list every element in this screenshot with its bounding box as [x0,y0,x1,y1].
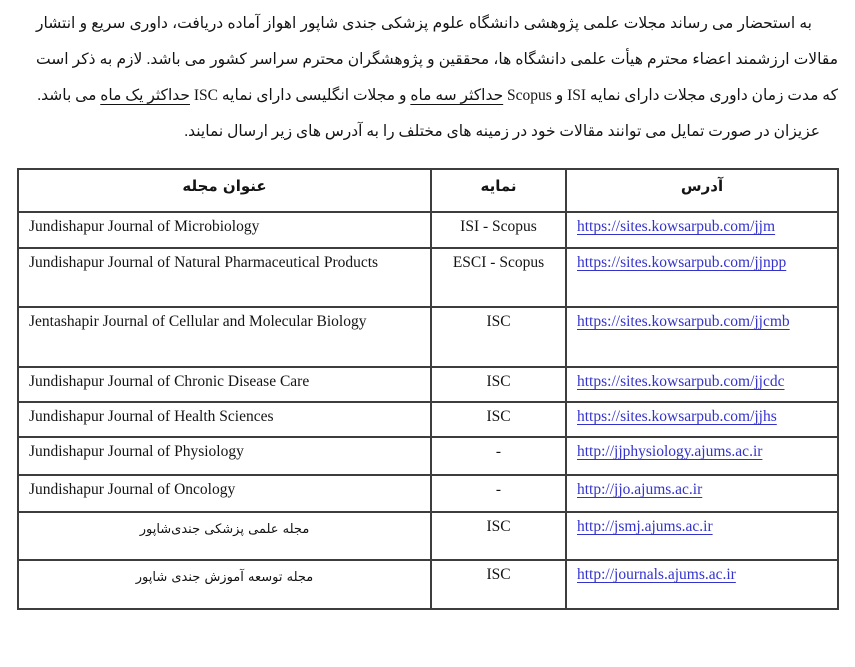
address-cell [566,307,838,367]
journal-link[interactable]: https://sites.kowsarpub.com/jjm [577,218,776,235]
journal-link[interactable]: http://jsmj.ajums.ac.ir [577,518,713,535]
header-index: نمایه [431,169,566,212]
journal-link[interactable]: https://sites.kowsarpub.com/jjcmb [577,313,790,330]
intro-paragraph-1-segment: می باشد. [37,87,101,104]
underlined-max-three-months: حداکثر سه ماه [410,87,504,104]
table-row [18,307,838,367]
table-row [18,402,838,437]
intro-text-block [0,0,855,150]
index-cell: ISC [431,307,566,367]
address-cell [566,512,838,560]
table-row [18,212,838,248]
index-cell: ISC [431,367,566,402]
journal-table-body [18,212,838,609]
table-row [18,512,838,560]
journal-link[interactable]: http://journals.ajums.ac.ir [577,566,736,583]
address-cell [566,248,838,307]
journal-title-cell: Jundishapur Journal of Physiology [18,437,431,475]
journal-title-cell: Jundishapur Journal of Chronic Disease Care [18,367,431,402]
address-cell [566,402,838,437]
journal-title-cell: Jentashapir Journal of Cellular and Molecular Biology [18,307,431,367]
header-journal-title: عنوان مجله [18,169,431,212]
index-cell: ISC [431,560,566,609]
index-cell: - [431,475,566,512]
address-cell [566,367,838,402]
index-cell: ISI - Scopus [431,212,566,248]
address-cell [566,475,838,512]
journal-title-cell: Jundishapur Journal of Natural Pharmaceutical Products [18,248,431,307]
table-row [18,248,838,307]
journal-link[interactable]: http://jjphysiology.ajums.ac.ir [577,443,763,460]
intro-paragraph-1 [36,6,838,114]
index-cell: ISC [431,512,566,560]
table-row [18,437,838,475]
address-cell [566,560,838,609]
intro-paragraph-1-segment: و مجلات انگلیسی دارای نمایه ISC [189,87,411,104]
journal-link[interactable]: https://sites.kowsarpub.com/jjcdc [577,373,785,390]
table-row [18,560,838,609]
journal-title-cell: Jundishapur Journal of Microbiology [18,212,431,248]
address-cell [566,212,838,248]
journals-table [17,168,839,610]
journal-link[interactable]: https://sites.kowsarpub.com/jjhs [577,408,777,425]
journal-title-cell: مجله علمی پزشکی جندی‌شاپور [18,512,431,560]
table-row [18,367,838,402]
index-cell: ISC [431,402,566,437]
journal-title-cell: مجله توسعه آموزش جندی شاپور [18,560,431,609]
underlined-max-one-month: حداکثر یک ماه [100,87,190,104]
table-row [18,475,838,512]
header-address: آدرس [566,169,838,212]
address-cell [566,437,838,475]
index-cell: - [431,437,566,475]
journal-title-cell: Jundishapur Journal of Oncology [18,475,431,512]
intro-paragraph-2: عزیزان در صورت تمایل می توانند مقالات خود در زمینه های مختلف را به آدرس های زیر ارسال نمایند. [184,123,820,140]
journal-title-cell: Jundishapur Journal of Health Sciences [18,402,431,437]
index-cell: ESCI - Scopus [431,248,566,307]
table-header-row [18,169,838,212]
journal-link[interactable]: http://jjo.ajums.ac.ir [577,481,703,498]
journal-link[interactable]: https://sites.kowsarpub.com/jjnpp [577,254,787,271]
intro-paragraph-1-segment: به استحضار می رساند مجلات علمی پژوهشی دانشگاه علوم پزشکی جندی شاپور اهواز آماده دریافت، داوری سریع و انتشار مقالات ارزشمند اعضاء محترم هیأت علمی دانشگاه ها، محققین و پژوهشگران محترم سراسر کشور می باشد. لازم به ذکر است که مدت زمان داوری مجلات دارای نمایه ISI و Scopus [36,15,838,104]
